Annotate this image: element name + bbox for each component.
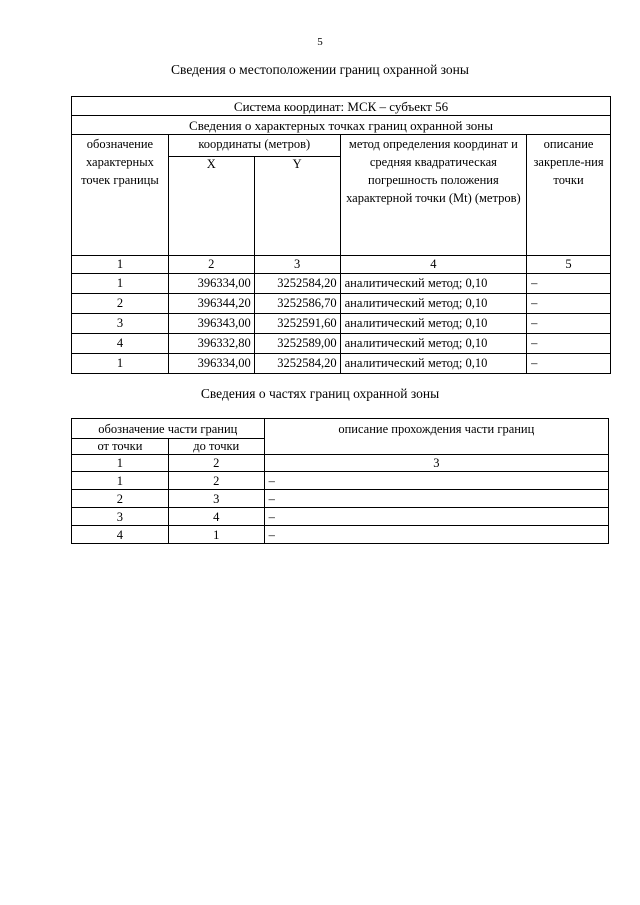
cell-y: 3252584,20 <box>254 354 340 374</box>
cell-method: аналитический метод; 0,10 <box>340 274 526 294</box>
cell-from: 4 <box>72 526 169 544</box>
cell-y: 3252589,00 <box>254 334 340 354</box>
points-subtitle-cell: Сведения о характерных точках границ охранной зоны <box>72 116 611 135</box>
cell-x: 396343,00 <box>168 314 254 334</box>
table-row <box>72 490 609 508</box>
cell-method: аналитический метод; 0,10 <box>340 314 526 334</box>
column-number: 4 <box>340 256 526 274</box>
header-to: до точки <box>168 439 264 455</box>
section2-title: Сведения о частях границ охранной зоны <box>200 386 440 401</box>
cell-desc: – <box>527 334 611 354</box>
cell-to: 1 <box>168 526 264 544</box>
column-number: 1 <box>72 455 169 472</box>
cell-desc: – <box>264 508 608 526</box>
cell-method: аналитический метод; 0,10 <box>340 294 526 314</box>
cell-point: 3 <box>72 314 169 334</box>
table-row <box>72 354 611 374</box>
cell-y: 3252586,70 <box>254 294 340 314</box>
coord-system-cell: Система координат: МСК – субъект 56 <box>72 97 611 116</box>
header-description: описание закрепле-ния точки <box>527 135 611 256</box>
cell-from: 2 <box>72 490 169 508</box>
table-row <box>72 472 609 490</box>
column-number: 2 <box>168 256 254 274</box>
cell-method: аналитический метод; 0,10 <box>340 334 526 354</box>
header-method: метод определения координат и средняя квадратическая погрешность положения характерной точки (Mt) (метров) <box>340 135 526 256</box>
table-row <box>72 334 611 354</box>
table-row <box>72 274 611 294</box>
header-part: обозначение части границ <box>72 419 265 439</box>
cell-to: 4 <box>168 508 264 526</box>
cell-desc: – <box>264 526 608 544</box>
cell-method: аналитический метод; 0,10 <box>340 354 526 374</box>
cell-desc: – <box>527 274 611 294</box>
table-row <box>72 526 609 544</box>
page-number: 5 <box>317 36 323 48</box>
cell-point: 1 <box>72 274 169 294</box>
header-part-description: описание прохождения части границ <box>264 419 608 455</box>
column-number: 5 <box>527 256 611 274</box>
section1-title: Сведения о местоположении границ охранной зоны <box>171 62 469 77</box>
header-point: обозначение характерных точек границы <box>72 135 169 256</box>
cell-to: 2 <box>168 472 264 490</box>
boundary-parts-table <box>71 418 609 544</box>
table-row <box>72 314 611 334</box>
cell-point: 2 <box>72 294 169 314</box>
cell-from: 1 <box>72 472 169 490</box>
header-x: X <box>168 157 254 256</box>
column-number: 1 <box>72 256 169 274</box>
cell-to: 3 <box>168 490 264 508</box>
header-from: от точки <box>72 439 169 455</box>
header-coords: координаты (метров) <box>168 135 340 157</box>
cell-desc: – <box>527 294 611 314</box>
cell-y: 3252584,20 <box>254 274 340 294</box>
column-number: 3 <box>264 455 608 472</box>
cell-x: 396332,80 <box>168 334 254 354</box>
cell-x: 396334,00 <box>168 354 254 374</box>
cell-x: 396334,00 <box>168 274 254 294</box>
cell-point: 1 <box>72 354 169 374</box>
header-y: Y <box>254 157 340 256</box>
cell-from: 3 <box>72 508 169 526</box>
cell-desc: – <box>264 490 608 508</box>
cell-desc: – <box>264 472 608 490</box>
cell-desc: – <box>527 314 611 334</box>
cell-y: 3252591,60 <box>254 314 340 334</box>
table-row <box>72 294 611 314</box>
cell-desc: – <box>527 354 611 374</box>
cell-point: 4 <box>72 334 169 354</box>
boundary-points-table <box>71 96 611 374</box>
column-number: 3 <box>254 256 340 274</box>
column-number: 2 <box>168 455 264 472</box>
table-row <box>72 508 609 526</box>
cell-x: 396344,20 <box>168 294 254 314</box>
